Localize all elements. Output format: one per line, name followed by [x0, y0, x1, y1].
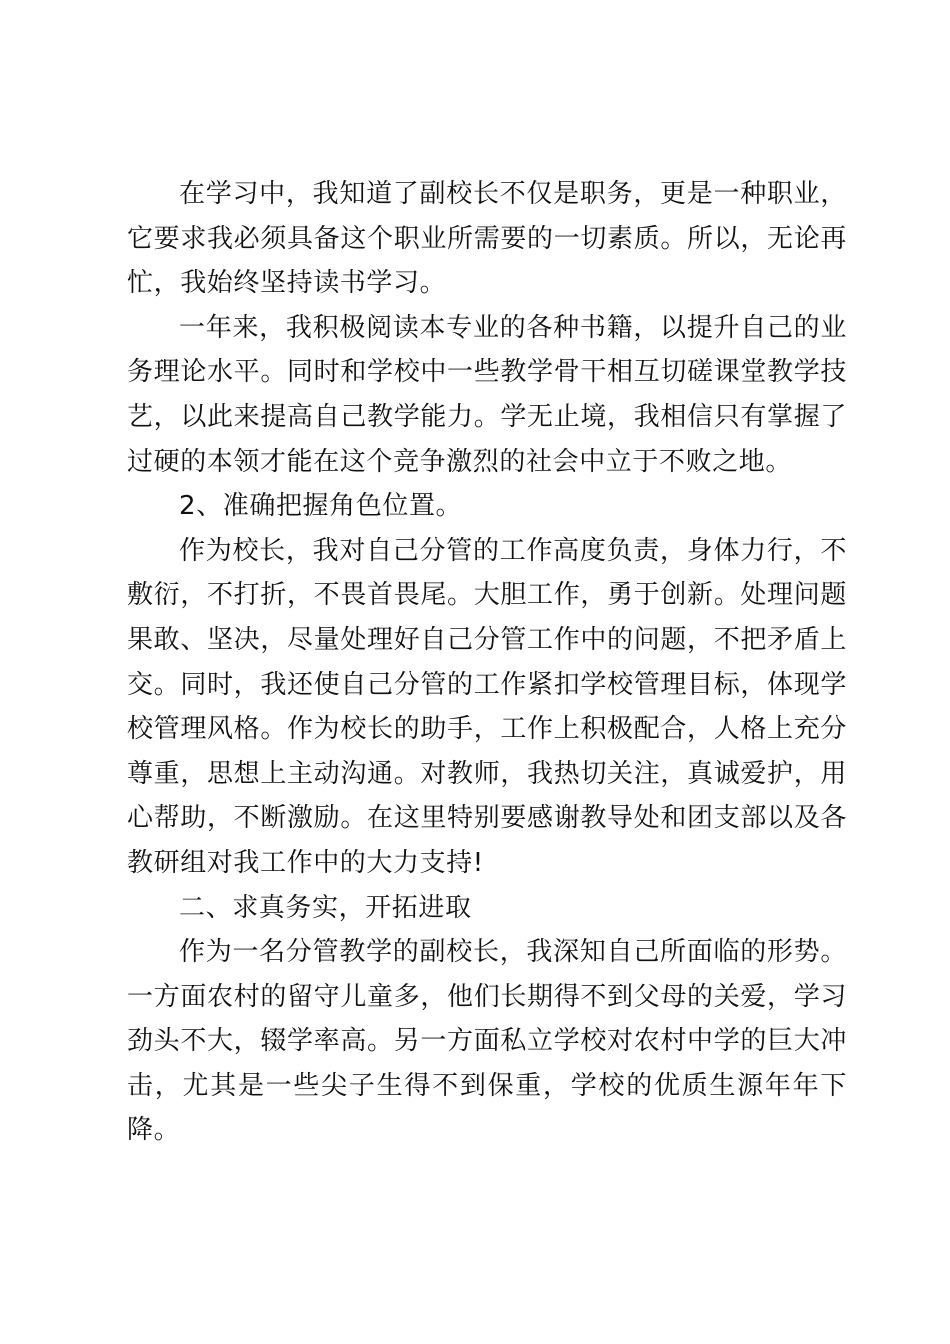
document-body [127, 172, 847, 1153]
section-heading-role: 2、准确把握角色位置。 [179, 491, 463, 522]
paragraph-reading: 一年来，我积极阅读本专业的各种书籍，以提升自己的业务理论水平。同时和学校中一些教学骨干相互切磋课堂教学技艺，以此来提高自己教学能力。学无止境，我相信只有掌握了过硬的本领才能在这个竞争激烈的社会中立于不败之地。 [127, 312, 847, 477]
paragraph-situation: 作为一名分管教学的副校长，我深知自己所面临的形势。一方面农村的留守儿童多，他们长期得不到父母的关爱，学习劲头不大，辍学率高。另一方面私立学校对农村中学的巨大冲击，尤其是一些尖子生得不到保重，学校的优质生源年年下降。 [127, 937, 847, 1146]
paragraph-study: 在学习中，我知道了副校长不仅是职务，更是一种职业，它要求我必须具备这个职业所需要的一切素质。所以，无论再忙，我始终坚持读书学习。 [127, 179, 847, 299]
paragraph-role: 作为校长，我对自己分管的工作高度负责，身体力行，不敷衍，不打折，不畏首畏尾。大胆工作，勇于创新。处理问题果敢、坚决，尽量处理好自己分管工作中的问题，不把矛盾上交。同时，我还使自己分管的工作紧扣学校管理目标，体现学校管理风格。作为校长的助手，工作上积极配合，人格上充分尊重，思想上主动沟通。对教师，我热切关注，真诚爱护，用心帮助，不断激励。在这里特别要感谢教导处和团支部以及各教研组对我工作中的大力支持! [127, 535, 847, 878]
section-heading-pragmatic: 二、求真务实，开拓进取 [179, 892, 472, 923]
